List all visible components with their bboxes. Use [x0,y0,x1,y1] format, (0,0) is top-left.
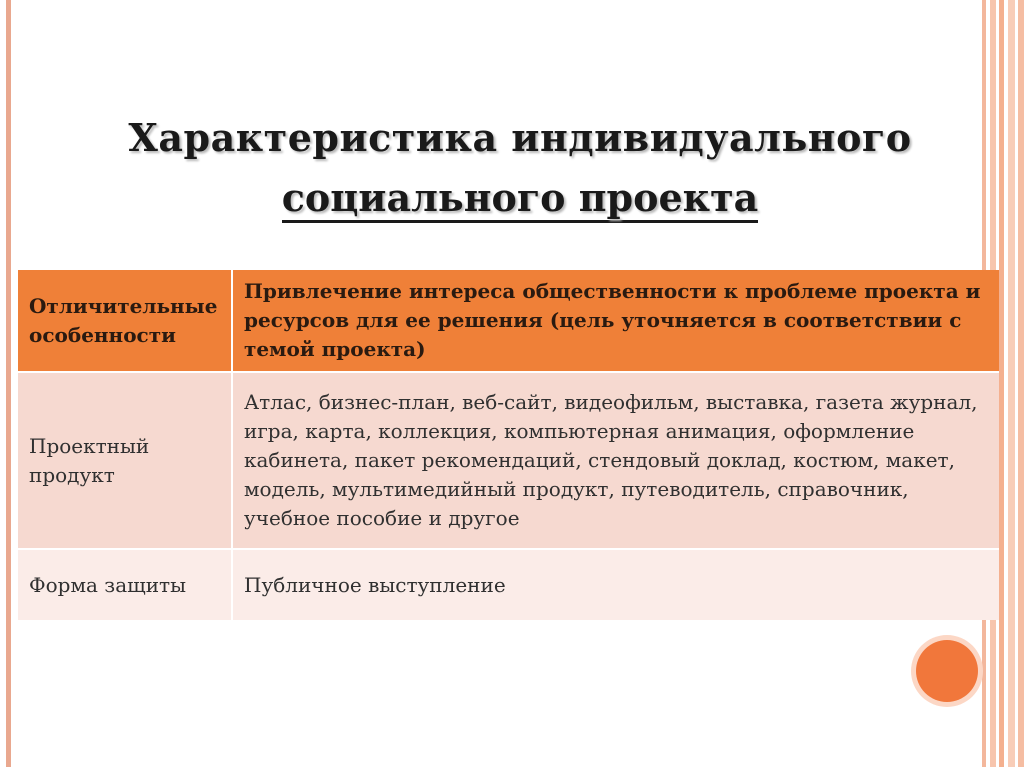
features-table [18,270,999,620]
row-product-value: Атлас, бизнес-план, веб-сайт, видеофильм, выставка, газета журнал, игра, карта, коллекция, компьютерная анимация, оформление кабинета, пакет рекомендаций, стендовый доклад, костюм, макет, модель, мультимедийный продукт, путеводитель, справочник, учебное пособие и другое [232,372,999,549]
title-line-2-text: социального проекта [282,175,758,223]
title-line-1: Характеристика индивидуального [128,115,912,160]
table-row-product [18,372,999,549]
header-value-cell: Привлечение интереса общественности к проблеме проекта и ресурсов для ее решения (цель уточняется в соответствии с темой проекта) [232,270,999,372]
title-line-2 [282,168,758,228]
row-defense-value: Публичное выступление [232,549,999,620]
table-row-defense [18,549,999,620]
decorative-circle [916,640,978,702]
row-defense-label: Форма защиты [18,549,232,620]
left-border-line [6,0,11,767]
header-label-cell: Отличительные особенности [18,270,232,372]
slide-title [40,108,1000,228]
row-product-label: Проектный продукт [18,372,232,549]
table-header-row [18,270,999,372]
